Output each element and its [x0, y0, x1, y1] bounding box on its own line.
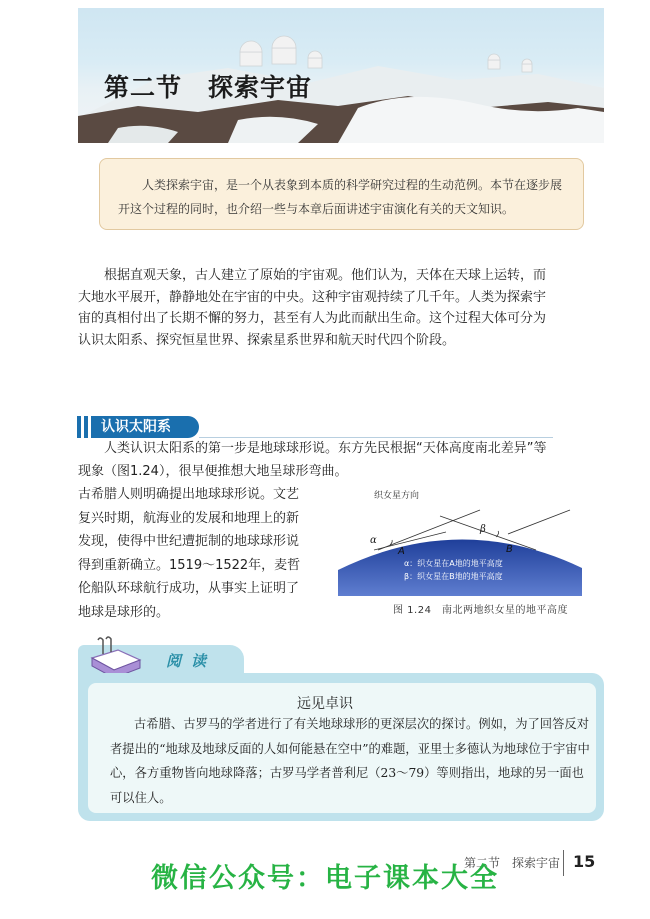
figure-caption: 图 1.24 南北两地织女星的地平高度: [393, 605, 568, 616]
section-heading: [77, 416, 199, 438]
watermark: 微信公众号：电子课本大全: [151, 863, 499, 894]
page-number: 15: [573, 852, 596, 871]
body-paragraph-3: 古希腊人则明确提出地球球形说。文艺复兴时期，航海业的发展和地理上的新发现，使得中世纪遭扼制的地球球形说得到重新确立。1519～1522年，麦哲伦船队环球航行成功，从事实上证明了地球是球形的。: [78, 487, 301, 620]
footer-section-name: 第二节 探索宇宙: [464, 856, 561, 870]
reading-text: 古希腊、古罗马的学者进行了有关地球球形的更深层次的探讨。例如，为了回答反对者提出的“地球及地球反面的人如何能悬在空中”的难题，亚里士多德认为地球位于宇宙中心，各方重物皆向地球降落；古罗马学者普利尼（23～79）等则指出，地球的另一面也可以住人。: [110, 717, 590, 805]
reading-title: 远见卓识: [297, 696, 353, 712]
star-ray-b: [508, 510, 570, 534]
page-title: 第二节 探索宇宙: [104, 73, 313, 102]
heading-bar-icon: [77, 416, 81, 438]
heading-bar-icon: [84, 416, 88, 438]
reading-tab-label: 阅读: [166, 652, 217, 670]
section-heading-label: 认识太阳系: [91, 416, 199, 438]
figure-vega-altitude: [330, 488, 600, 596]
point-b-label: B: [506, 544, 513, 555]
beta-label: β: [480, 524, 486, 535]
point-a-label: A: [398, 546, 405, 557]
legend-beta: β：织女星在B地的地平高度: [404, 572, 503, 581]
body-paragraph-2: 人类认识太阳系的第一步是地球球形说。东方先民根据“天体高度南北差异”等现象（图1.24），很早便推想大地呈球形弯曲。: [78, 441, 547, 479]
intro-box: 人类探索宇宙，是一个从表象到本质的科学研究过程的生动范例。本节在逐步展开这个过程的同时，也介绍一些与本章后面讲述宇宙演化有关的天文知识。: [99, 158, 584, 230]
alpha-label: α: [370, 535, 377, 546]
body-paragraph-1: 根据直观天象，古人建立了原始的宇宙观。他们认为，天体在天球上运转，而大地水平展开，静静地处在宇宙的中央。这种宇宙观持续了几千年。人类为探索宇宙的真相付出了长期不懈的努力，甚至有人为此而献出生命。这个过程大体可分为认识太阳系、探究恒星世界、探索星系世界和航天时代四个阶段。: [78, 268, 547, 348]
star-direction-label: 织女星方向: [374, 491, 420, 501]
header-banner: [78, 8, 604, 143]
legend-alpha: α：织女星在A地的地平高度: [404, 559, 503, 568]
